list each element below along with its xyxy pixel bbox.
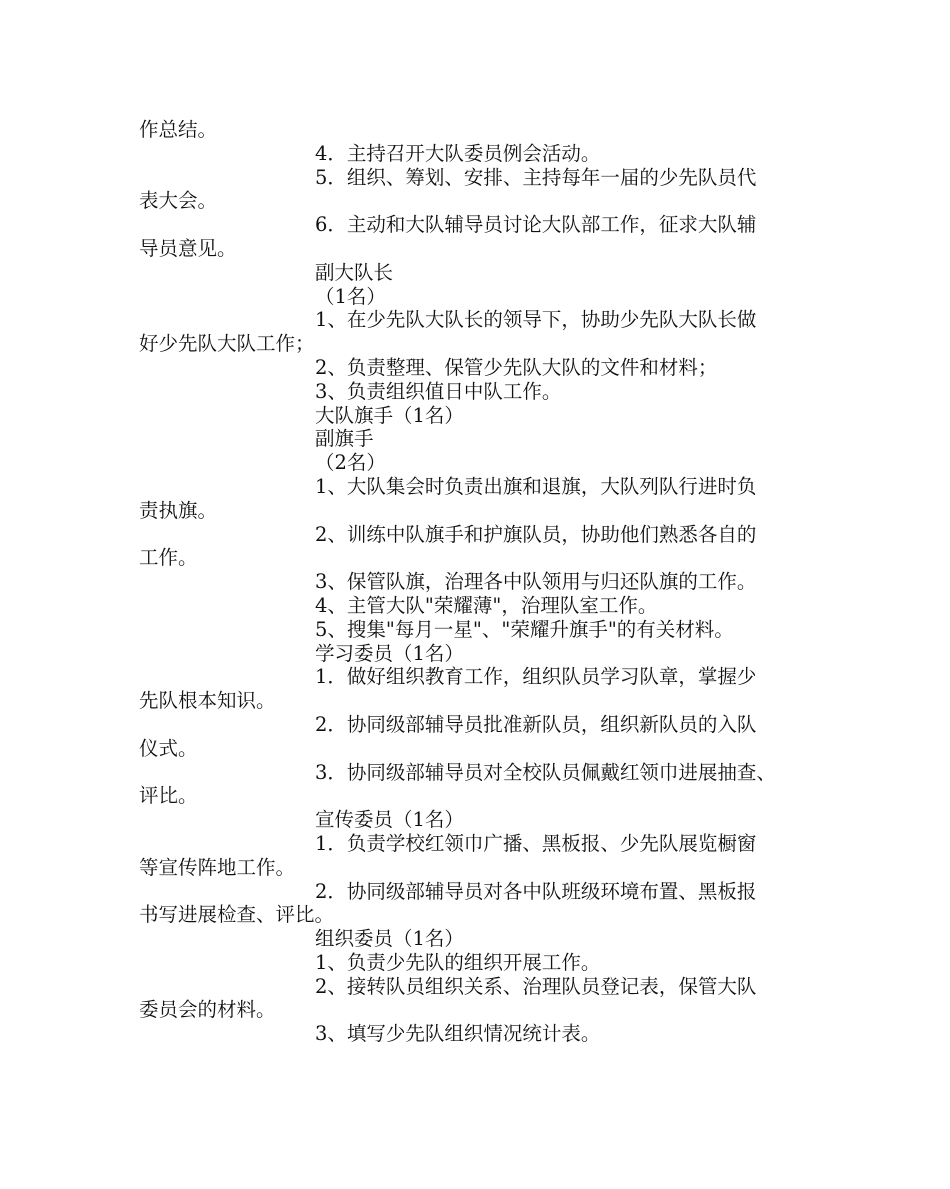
text-line: 3、保管队旗，治理各中队领用与归还队旗的工作。 [315,570,757,594]
text-line: 副旗手 [315,427,374,451]
text-line: 1．做好组织教育工作，组织队员学习队章，掌握少 [315,665,757,689]
text-line: 2、训练中队旗手和护旗队员，协助他们熟悉各自的 [315,522,757,546]
text-line: 2．协同级部辅导员批准新队员，组织新队员的入队 [315,712,757,736]
text-line: （2名） [315,451,386,475]
text-line: 4、主管大队"荣耀薄"，治理队室工作。 [315,593,658,617]
text-line: 评比。 [139,784,198,808]
text-line: 1、负责少先队的组织开展工作。 [315,950,601,974]
text-line: 3、填写少先队组织情况统计表。 [315,1022,601,1046]
text-line: 责执旗。 [139,498,218,522]
text-line: 学习委员（1名） [315,641,464,665]
text-line: 3、负责组织值日中队工作。 [315,379,562,403]
text-line: 3．协同级部辅导员对全校队员佩戴红领巾进展抽查、 [315,760,776,784]
text-line: 组织委员（1名） [315,927,464,951]
text-line: 2、接转队员组织关系、治理队员登记表，保管大队 [315,974,757,998]
text-line: 1、在少先队大队长的领导下，协助少先队大队长做 [315,308,757,332]
text-line: 1．负责学校红领巾广播、黑板报、少先队展览橱窗 [315,831,757,855]
text-line: 宣传委员（1名） [315,808,464,832]
text-line: 表大会。 [139,189,218,213]
document-body [139,118,829,1046]
text-line: 4．主持召开大队委员例会活动。 [315,141,601,165]
text-line: 仪式。 [139,736,198,760]
text-line: 副大队长 [315,260,394,284]
text-line: 5、搜集"每月一星"、"荣耀升旗手"的有关材料。 [315,617,734,641]
text-line: 2、负责整理、保管少先队大队的文件和材料； [315,355,718,379]
text-line: 好少先队大队工作； [139,332,315,356]
text-line: 书写进展检查、评比。 [139,903,335,927]
text-line: 导员意见。 [139,236,237,260]
text-line: 5．组织、筹划、安排、主持每年一届的少先队员代 [315,165,757,189]
text-line: 等宣传阵地工作。 [139,855,296,879]
text-line: 大队旗手（1名） [315,403,464,427]
text-line: 2．协同级部辅导员对各中队班级环境布置、黑板报 [315,879,757,903]
text-line: 作总结。 [139,118,218,141]
text-line: 委员会的材料。 [139,998,276,1022]
text-line: 6．主动和大队辅导员讨论大队部工作，征求大队辅 [315,213,757,237]
text-line: （1名） [315,284,386,308]
text-line: 1、大队集会时负责出旗和退旗，大队列队行进时负 [315,474,757,498]
text-line: 先队根本知识。 [139,689,276,713]
text-line: 工作。 [139,546,198,570]
